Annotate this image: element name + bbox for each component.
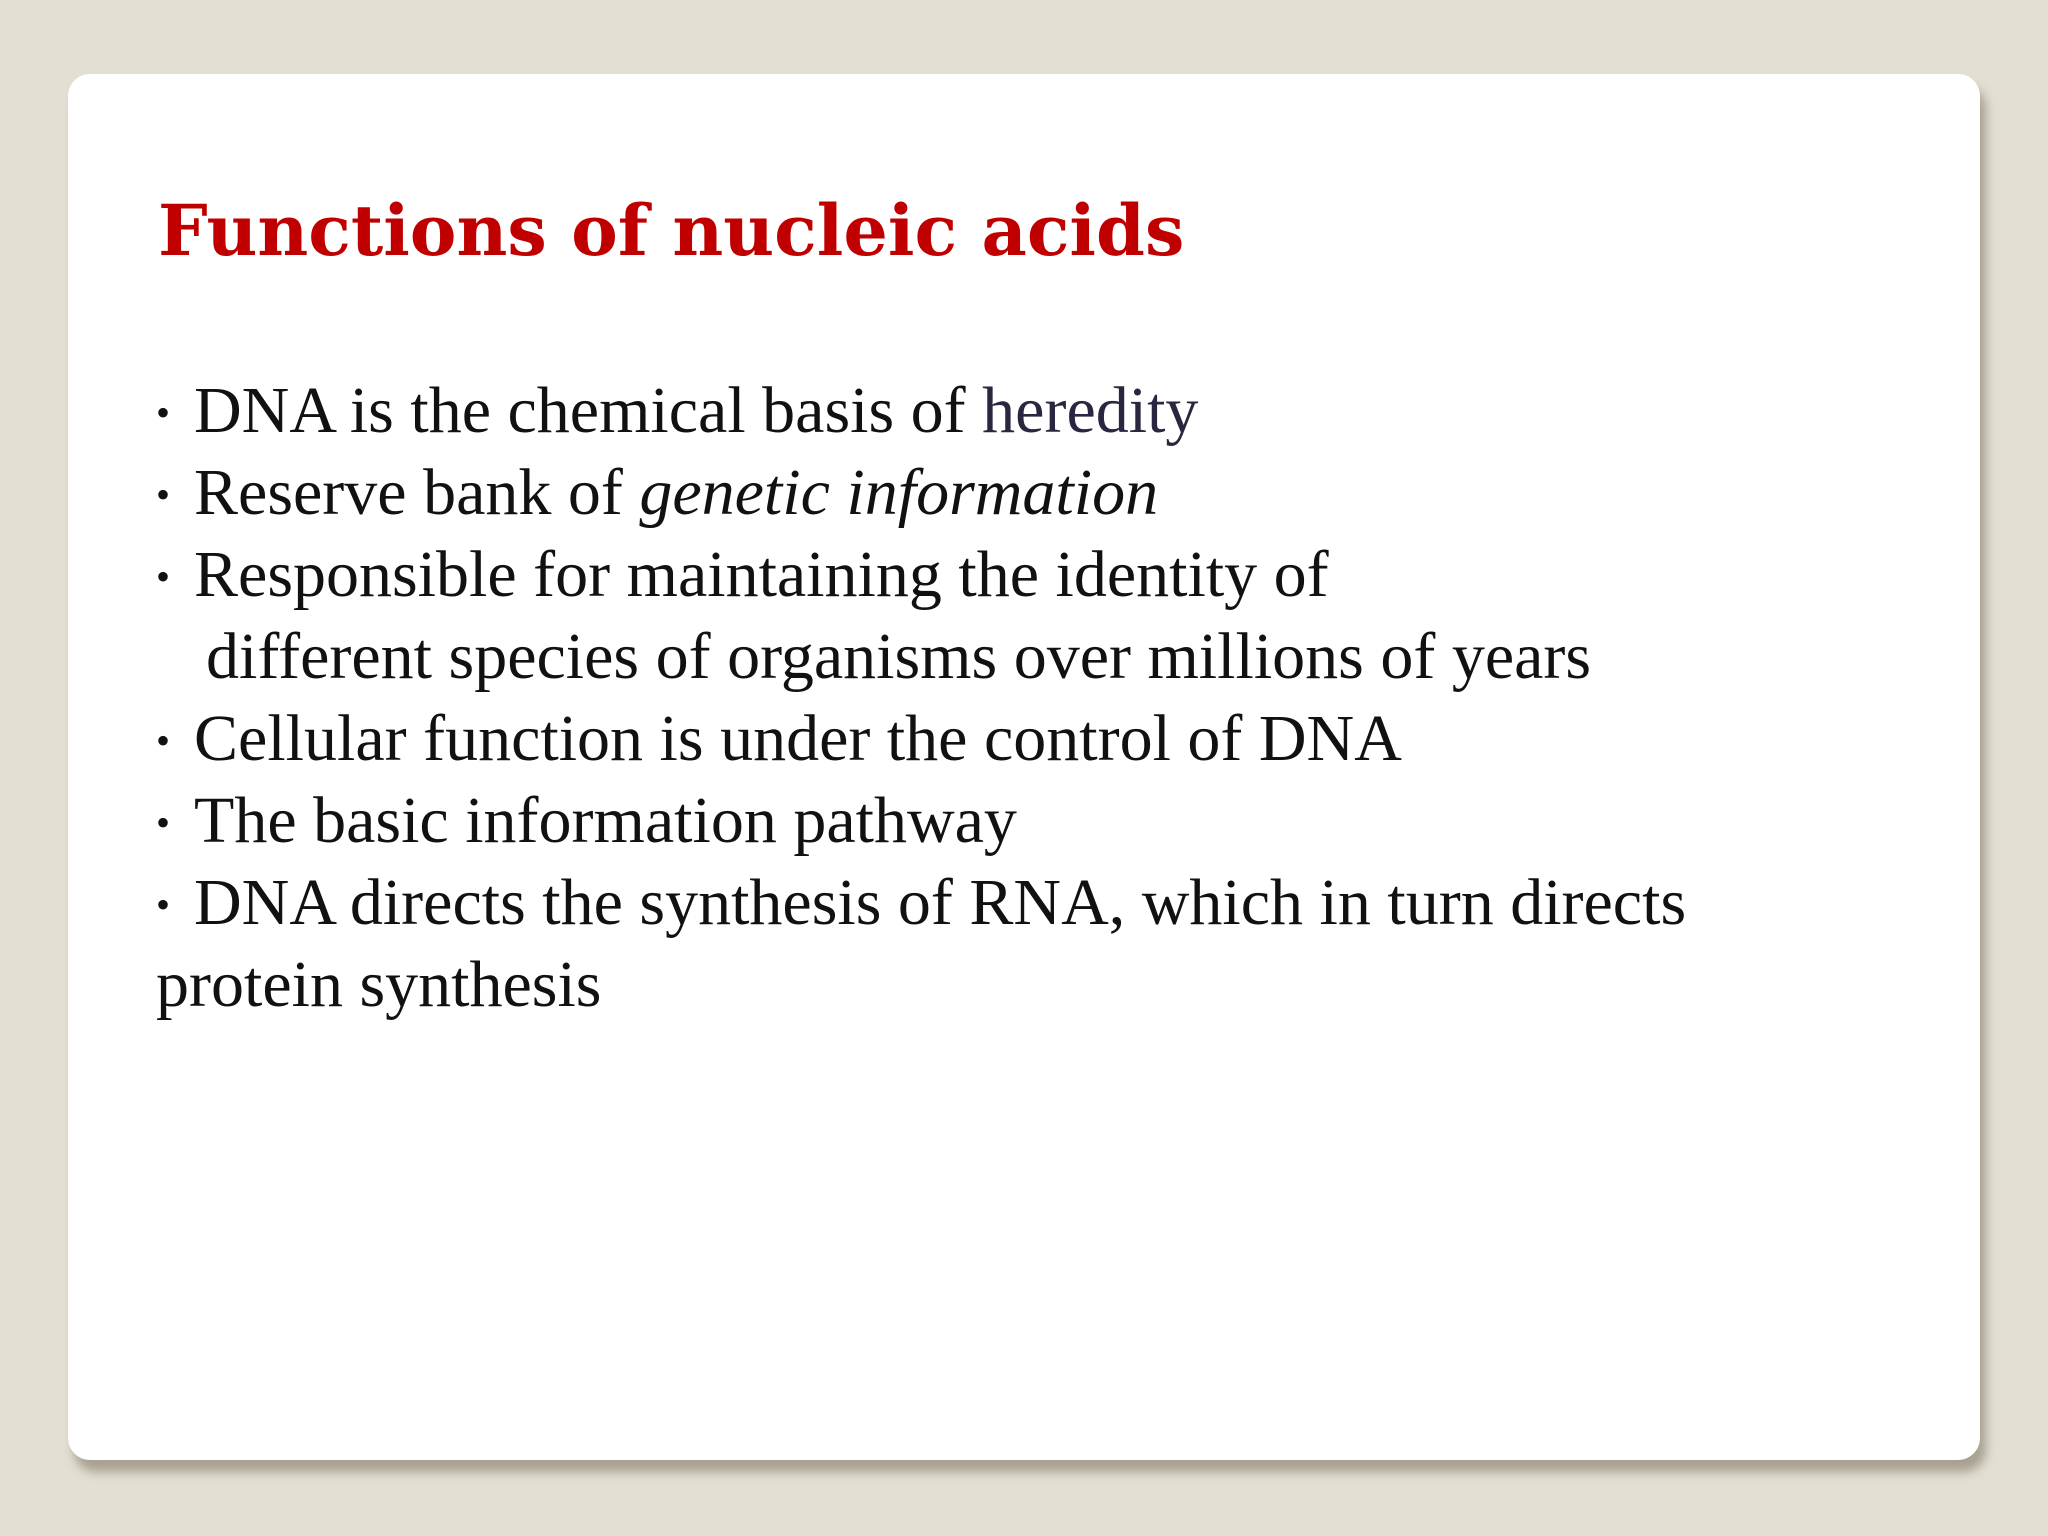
bullet-item-genetic-information bbox=[156, 452, 1936, 534]
bullet-text: DNA is the chemical basis of bbox=[194, 374, 983, 447]
bullet-icon: • bbox=[156, 882, 171, 927]
bullet-text: Responsible for maintaining the identity of bbox=[194, 538, 1329, 611]
bullet-text: Cellular function is under the control of DNA bbox=[194, 702, 1402, 775]
bullet-item-identity-line-1 bbox=[156, 534, 1936, 616]
slide-title: Functions of nucleic acids bbox=[158, 189, 1185, 272]
bullet-item-rna-line-1 bbox=[156, 862, 1936, 944]
bullet-text: Reserve bank of bbox=[194, 456, 640, 529]
bullet-item-identity-line-2 bbox=[156, 616, 1936, 698]
genetic-information-term: genetic information bbox=[639, 456, 1159, 529]
bullet-icon: • bbox=[156, 390, 171, 435]
bullet-item-information-pathway bbox=[156, 780, 1936, 862]
bullet-icon: • bbox=[156, 472, 171, 517]
bullet-item-cellular-function bbox=[156, 698, 1936, 780]
heredity-term: heredity bbox=[982, 374, 1199, 447]
bullet-item-heredity bbox=[156, 370, 1936, 452]
bullet-text-continuation: protein synthesis bbox=[156, 948, 602, 1021]
slide-card bbox=[68, 74, 1980, 1460]
bullet-icon: • bbox=[156, 718, 171, 763]
bullet-text: DNA directs the synthesis of RNA, which in turn directs bbox=[194, 866, 1687, 939]
bullet-item-rna-line-2 bbox=[156, 944, 1936, 1026]
bullet-text-continuation: different species of organisms over millions of years bbox=[206, 620, 1592, 693]
bullet-icon: • bbox=[156, 800, 171, 845]
bullet-text: The basic information pathway bbox=[194, 784, 1017, 857]
bullet-list bbox=[156, 370, 1936, 1026]
bullet-icon: • bbox=[156, 554, 171, 599]
